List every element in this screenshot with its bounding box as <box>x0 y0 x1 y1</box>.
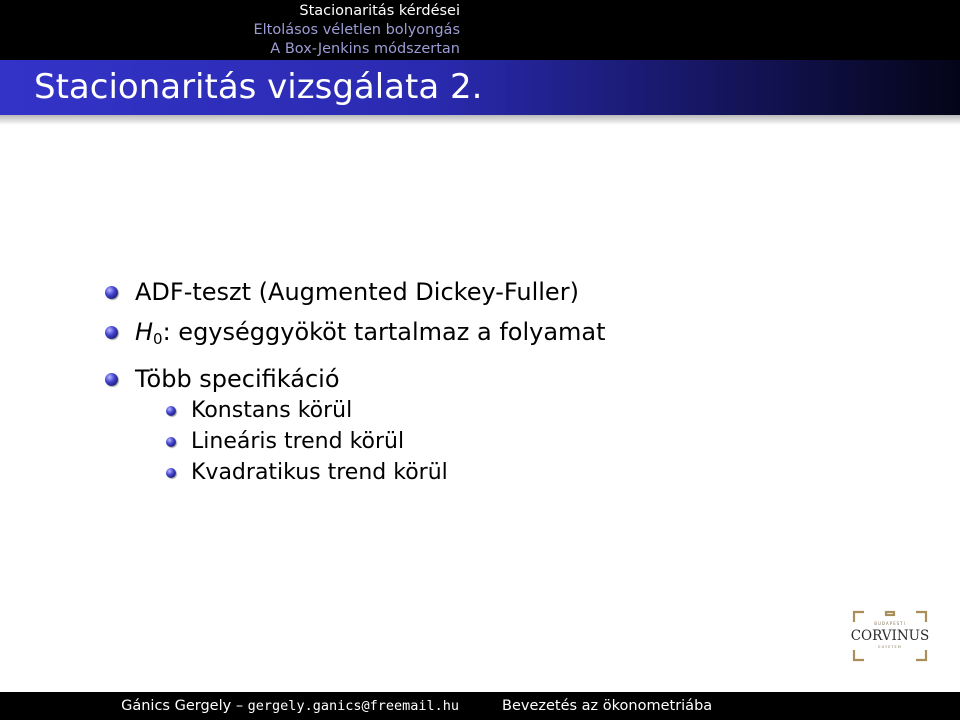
sub-bullet-list <box>0 395 960 488</box>
nav-item-eltolasos-veletlen-bolyongas[interactable]: Eltolásos véletlen bolyongás <box>253 22 460 38</box>
section-navigation <box>240 2 480 59</box>
corvinus-logo <box>850 608 930 664</box>
footer-author-block <box>0 692 480 720</box>
ball-bullet-icon <box>166 468 176 478</box>
sub-bullet-item-quadratic-trend <box>0 457 960 488</box>
nav-item-stacionaritas-kerdesei[interactable]: Stacionaritás kérdései <box>299 3 460 19</box>
nav-item-box-jenkins-modszertan[interactable]: A Box-Jenkins módszertan <box>270 41 460 57</box>
bullet-item-specifications <box>0 359 960 399</box>
logo-line-bottom: EGYETEM <box>878 645 902 649</box>
logo-line-top: BUDAPESTI <box>874 621 906 626</box>
logo-corner-bottom-right <box>916 650 926 660</box>
footer-course-block <box>480 692 960 720</box>
ball-bullet-icon <box>166 437 176 447</box>
footer-email-link[interactable]: gergely.ganics@freemail.hu <box>247 698 459 714</box>
logo-top-mark <box>886 612 894 615</box>
h-subscript: 0 <box>153 330 163 348</box>
sub-bullet-text: Kvadratikus trend körül <box>191 460 448 485</box>
footer-author: Gánics Gergely <box>121 698 232 714</box>
bullet-item-null-hypothesis <box>0 312 960 359</box>
logo-corner-top-left <box>854 612 864 622</box>
footer-bar <box>0 692 960 720</box>
top-navigation-bar <box>0 0 960 60</box>
logo-corner-top-right <box>916 612 926 622</box>
title-bar <box>0 60 960 115</box>
logo-name: CORVINUS <box>850 628 930 644</box>
footer-separator: – <box>235 698 244 714</box>
bullet-text: : egységgyököt tartalmaz a folyamat <box>162 318 606 346</box>
bullet-text: ADF-teszt (Augmented Dickey-Fuller) <box>135 278 579 306</box>
logo-corner-bottom-left <box>854 650 864 660</box>
slide-content <box>0 272 960 488</box>
bullet-text: Több specifikáció <box>135 365 340 393</box>
ball-bullet-icon <box>166 406 176 416</box>
sub-bullet-item-linear-trend <box>0 426 960 457</box>
sub-bullet-item-constant <box>0 395 960 426</box>
ball-bullet-icon <box>105 286 118 299</box>
sub-bullet-text: Lineáris trend körül <box>191 429 405 454</box>
bullet-item-adf-test <box>0 272 960 312</box>
h-letter: H <box>135 318 154 346</box>
frame-title: Stacionaritás vizsgálata 2. <box>34 67 483 107</box>
title-bar-shadow <box>0 115 960 125</box>
null-hypothesis-symbol <box>135 318 163 346</box>
bullet-list <box>0 272 960 399</box>
ball-bullet-icon <box>105 326 118 339</box>
footer-course-title[interactable]: Bevezetés az ökonometriába <box>502 698 713 714</box>
sub-bullet-text: Konstans körül <box>191 398 353 423</box>
ball-bullet-icon <box>105 373 118 386</box>
